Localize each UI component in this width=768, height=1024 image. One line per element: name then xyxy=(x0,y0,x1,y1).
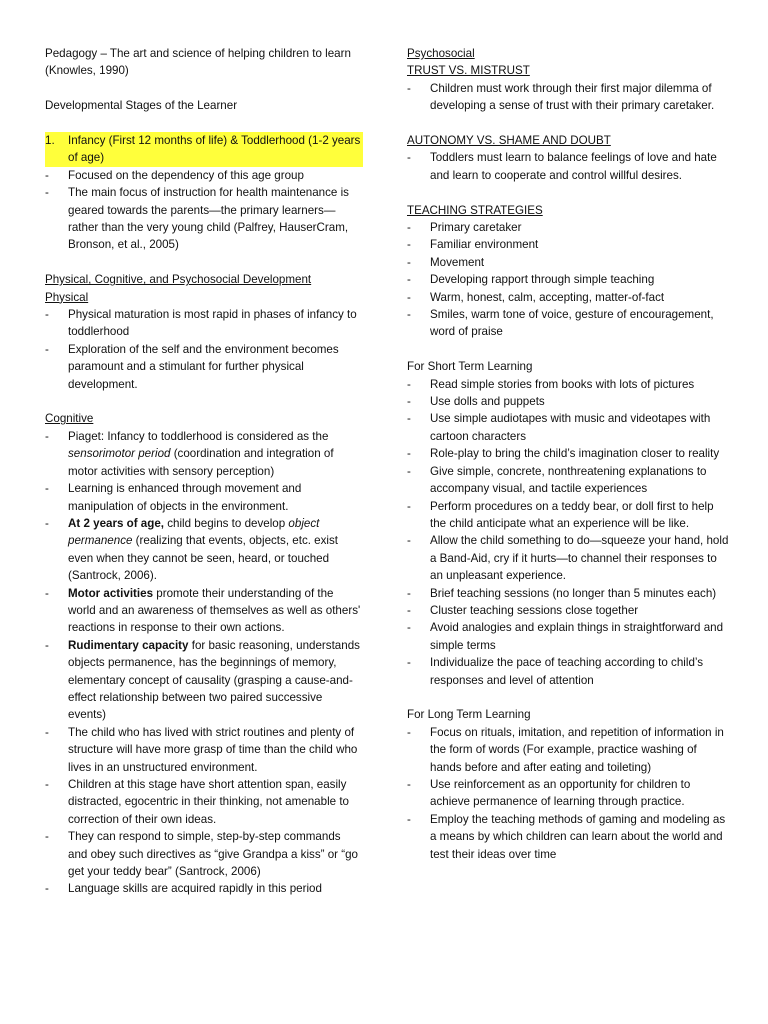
bullet-dash: - xyxy=(45,882,49,896)
development-heading: Physical, Cognitive, and Psychosocial Development xyxy=(45,273,312,287)
bullet-dash: - xyxy=(45,778,49,791)
bullet-text: Role-play to bring the child’s imagination closer to reality xyxy=(430,447,720,461)
trust-bullet-list xyxy=(407,80,729,115)
list-item xyxy=(407,654,729,689)
list-item xyxy=(407,811,729,863)
bullet-text: The child who has lived with strict routines and plenty of structure will have more grasp of time than the child who lives in an unstructured environment. xyxy=(68,725,358,774)
bullet-dash: - xyxy=(407,656,411,670)
psychosocial-heading: Psychosocial xyxy=(407,47,475,60)
bullet-dash: - xyxy=(45,725,49,739)
learning-bullet: Learning is enhanced through movement and manipulation of objects in the environment. xyxy=(68,482,302,513)
list-item xyxy=(407,149,729,184)
bullet-dash: - xyxy=(407,812,411,826)
bullet-text: Children at this stage have short attention span, easily distracted, egocentric in their thinking, not amenable to correction of their own ideas. xyxy=(68,778,349,826)
bullet-text: Familiar environment xyxy=(430,238,539,252)
bullet-dash: - xyxy=(45,429,49,443)
bullet-dash: - xyxy=(407,464,411,478)
bullet-dash: - xyxy=(407,377,411,391)
stage-number: 1. xyxy=(45,132,68,167)
list-item xyxy=(407,80,729,115)
bullet-text: Focused on the dependency of this age group xyxy=(68,168,304,182)
bullet-text: Individualize the pace of teaching according to child’s responses and level of attention xyxy=(430,656,704,687)
list-item xyxy=(45,880,363,897)
bullet-dash: - xyxy=(45,830,49,844)
bullet-text: Warm, honest, calm, accepting, matter-of-fact xyxy=(430,290,665,304)
list-item xyxy=(407,724,729,776)
list-item xyxy=(407,532,729,584)
physical-bullet-list xyxy=(45,306,363,393)
developmental-stages-heading: Developmental Stages of the Learner xyxy=(45,99,238,113)
bullet-text: Employ the teaching methods of gaming and modeling as a means by which children can learn about the world and test their ideas over time xyxy=(430,812,726,861)
bullet-text: They can respond to simple, step-by-step commands and obey such directives as “give Grandpa a kiss” or “go get your teddy bear” (Santrock, 2006) xyxy=(68,830,358,879)
bullet-dash: - xyxy=(407,151,411,165)
bullet-dash: - xyxy=(407,778,411,791)
pedagogy-definition: Pedagogy – The art and science of helping children to learn (Knowles, 1990) xyxy=(45,47,351,78)
bullet-text: Perform procedures on a teddy bear, or doll first to help the child anticipate what an experience will be like. xyxy=(430,499,714,530)
rudimentary-capacity-bullet: Rudimentary capacity for basic reasoning, understands objects permanence, has the beginnings of memory, elementary concept of causality (grasping a cause-and-effect relationship between two paired successive events) xyxy=(68,638,360,722)
bullet-text: Give simple, concrete, nonthreatening explanations to accompany visual, and tactile experiences xyxy=(430,464,707,496)
trust-heading: TRUST VS. MISTRUST xyxy=(407,64,530,78)
list-item xyxy=(45,306,363,341)
teaching-bullet-list xyxy=(407,219,729,341)
list-item xyxy=(407,289,729,306)
bullet-text: Developing rapport through simple teaching xyxy=(430,273,655,287)
bullet-dash: - xyxy=(407,255,411,269)
right-column xyxy=(407,45,729,863)
bullet-dash: - xyxy=(407,586,411,600)
bullet-dash: - xyxy=(407,308,411,322)
bullet-dash: - xyxy=(407,238,411,252)
list-item xyxy=(45,184,363,254)
bullet-text: Smiles, warm tone of voice, gesture of encouragement, word of praise xyxy=(430,308,714,339)
list-item xyxy=(45,585,363,637)
list-item xyxy=(45,341,363,393)
autonomy-bullet-list xyxy=(407,149,729,184)
list-item xyxy=(45,637,363,724)
list-item xyxy=(407,463,729,498)
list-item xyxy=(407,619,729,654)
autonomy-heading: AUTONOMY VS. SHAME AND DOUBT xyxy=(407,134,611,148)
bullet-dash: - xyxy=(45,516,49,530)
list-item xyxy=(407,776,729,811)
left-column xyxy=(45,45,363,898)
bullet-text: Language skills are acquired rapidly in this period xyxy=(68,882,322,896)
short-term-bullet-list xyxy=(407,376,729,689)
bullet-dash: - xyxy=(45,638,49,652)
short-term-heading: For Short Term Learning xyxy=(407,360,533,374)
bullet-text: Brief teaching sessions (no longer than 5 minutes each) xyxy=(430,586,717,600)
bullet-dash: - xyxy=(407,621,411,635)
list-item xyxy=(407,219,729,236)
list-item xyxy=(407,498,729,533)
bullet-dash: - xyxy=(407,290,411,304)
list-item xyxy=(45,724,363,776)
bullet-text: Physical maturation is most rapid in phases of infancy to toddlerhood xyxy=(68,308,357,339)
bullet-dash: - xyxy=(407,395,411,409)
bullet-dash: - xyxy=(407,603,411,617)
motor-activities-bullet: Motor activities promote their understanding of the world and an awareness of themselves as well as others' reactions in response to their own actions. xyxy=(68,586,361,635)
cognitive-heading: Cognitive xyxy=(45,412,94,426)
bullet-text: Use simple audiotapes with music and videotapes with cartoon characters xyxy=(430,412,711,443)
list-item xyxy=(407,393,729,410)
list-item xyxy=(407,376,729,393)
cognitive-bullet-list xyxy=(45,724,363,898)
bullet-dash: - xyxy=(45,342,49,356)
list-item xyxy=(407,236,729,253)
list-item xyxy=(407,410,729,445)
piaget-bullet: Piaget: Infancy to toddlerhood is considered as the sensorimotor period (coordination and integration of motor activities with sensory perception) xyxy=(68,429,334,478)
bullet-text: Toddlers must learn to balance feelings of love and hate and learn to cooperate and control willful desires. xyxy=(430,151,717,182)
bullet-text: Avoid analogies and explain things in straightforward and simple terms xyxy=(430,621,724,652)
bullet-text: Use dolls and puppets xyxy=(430,395,545,409)
bullet-dash: - xyxy=(407,725,411,739)
bullet-text: Cluster teaching sessions close together xyxy=(430,603,639,617)
bullet-text: Read simple stories from books with lots of pictures xyxy=(430,377,695,391)
bullet-dash: - xyxy=(407,499,411,513)
list-item xyxy=(407,602,729,619)
bullet-text: Allow the child something to do—squeeze your hand, hold a Band-Aid, cry if it hurts—to channel their responses to an unpleasant experience. xyxy=(430,534,729,583)
stage-bullet-list xyxy=(45,167,363,254)
long-term-bullet-list xyxy=(407,724,729,863)
list-item xyxy=(407,271,729,288)
bullet-dash: - xyxy=(45,168,49,182)
stage-heading xyxy=(45,132,363,167)
list-item xyxy=(407,254,729,271)
list-item xyxy=(45,428,363,480)
bullet-text: Movement xyxy=(430,255,485,269)
object-permanence-bullet: At 2 years of age, child begins to develop object permanence (realizing that events, objects, etc. exist even when they cannot be seen, heard, or touched (Santrock, 2006). xyxy=(68,516,339,583)
bullet-text: Primary caretaker xyxy=(430,221,522,235)
bullet-text: Use reinforcement as an opportunity for children to achieve permanence of learning through practice. xyxy=(430,778,691,809)
bullet-dash: - xyxy=(407,81,411,95)
bullet-dash: - xyxy=(45,482,49,496)
list-item xyxy=(45,480,363,515)
bullet-dash: - xyxy=(45,586,49,600)
physical-heading: Physical xyxy=(45,290,89,304)
bullet-text: Focus on rituals, imitation, and repetition of information in the form of words (For example, practice washing of hands before and after eating and toileting) xyxy=(430,725,724,774)
bullet-dash: - xyxy=(407,221,411,235)
bullet-text: The main focus of instruction for health maintenance is geared towards the parents—the primary learners—rather than the very young child (Palfrey, HauserCram, Bronson, et al., 2005) xyxy=(68,186,349,252)
teaching-strategies-heading: TEACHING STRATEGIES xyxy=(407,203,543,217)
bullet-dash: - xyxy=(407,412,411,426)
bullet-dash: - xyxy=(407,447,411,461)
list-item xyxy=(407,585,729,602)
list-item xyxy=(45,828,363,880)
bullet-dash: - xyxy=(45,186,49,200)
bullet-dash: - xyxy=(45,308,49,322)
list-item xyxy=(45,515,363,585)
list-item xyxy=(407,306,729,341)
bullet-dash: - xyxy=(407,534,411,548)
stage-title: Infancy (First 12 months of life) & Toddlerhood (1-2 years of age) xyxy=(68,132,363,167)
list-item xyxy=(407,445,729,462)
list-item xyxy=(45,167,363,184)
bullet-dash: - xyxy=(407,273,411,287)
long-term-heading: For Long Term Learning xyxy=(407,708,531,722)
list-item xyxy=(45,776,363,828)
bullet-text: Children must work through their first major dilemma of developing a sense of trust with their primary caretaker. xyxy=(430,81,715,113)
bullet-text: Exploration of the self and the environment becomes paramount and a stimulant for further physical development. xyxy=(68,342,339,391)
